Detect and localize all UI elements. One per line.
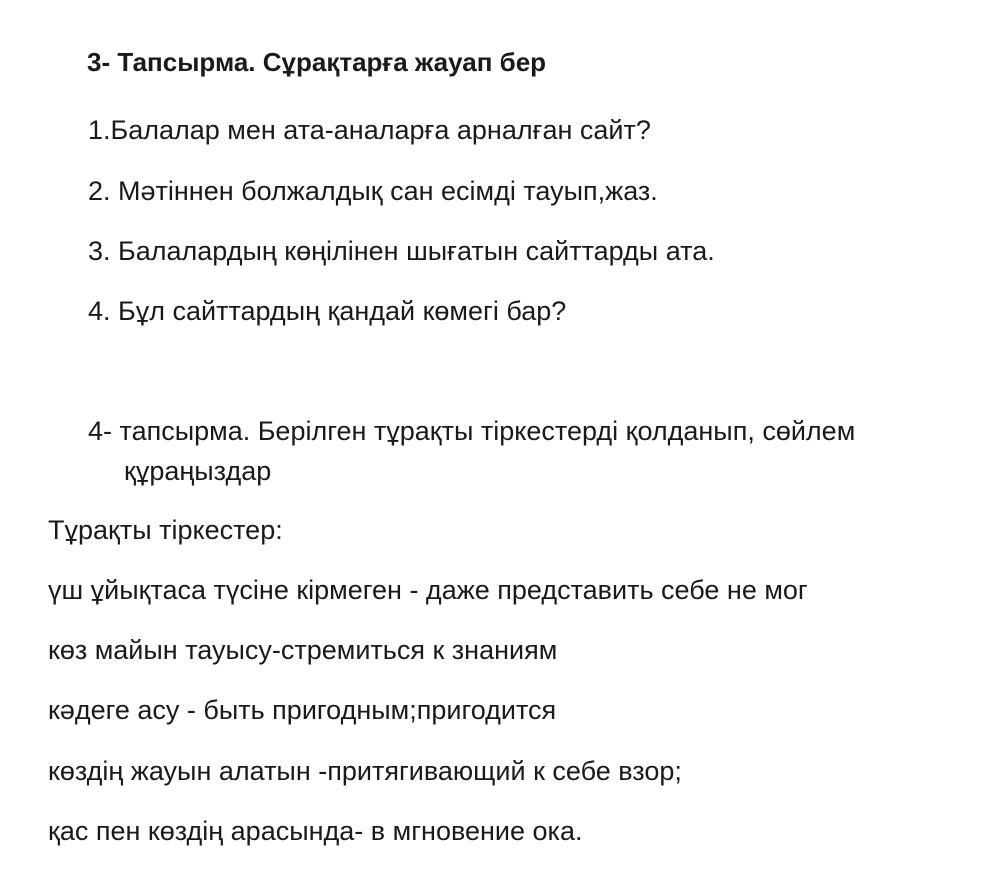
phrases-heading: Тұрақты тіркестер: xyxy=(48,515,283,545)
task3-question-1: 1.Балалар мен ата-аналарға арналған сайт? xyxy=(88,115,651,145)
phrase-item-5: қас пен көздің арасында- в мгновение ока. xyxy=(48,816,583,846)
task3-question-3: 3. Балалардың көңілінен шығатын сайттарды ата. xyxy=(88,236,715,266)
task3-question-2: 2. Мәтіннен болжалдық сан есімді тауып,жаз. xyxy=(88,176,658,206)
task4-heading-line1: 4- тапсырма. Берілген тұрақты тіркестерді қолданып, сөйлем xyxy=(88,416,856,446)
phrase-item-1: үш ұйықтаса түсіне кірмеген - даже представить себе не мог xyxy=(48,575,808,605)
phrase-item-4: көздің жауын алатын -притягивающий к себе взор; xyxy=(48,756,682,786)
task3-heading: 3- Тапсырма. Сұрақтарға жауап бер xyxy=(87,47,547,77)
phrase-item-2: көз майын тауысу-стремиться к знаниям xyxy=(48,635,558,665)
phrase-item-3: кәдеге асу - быть пригодным;пригодится xyxy=(48,695,557,725)
task4-heading-line2: құраңыздар xyxy=(124,456,272,486)
task3-question-4: 4. Бұл сайттардың қандай көмегі бар? xyxy=(88,296,567,326)
